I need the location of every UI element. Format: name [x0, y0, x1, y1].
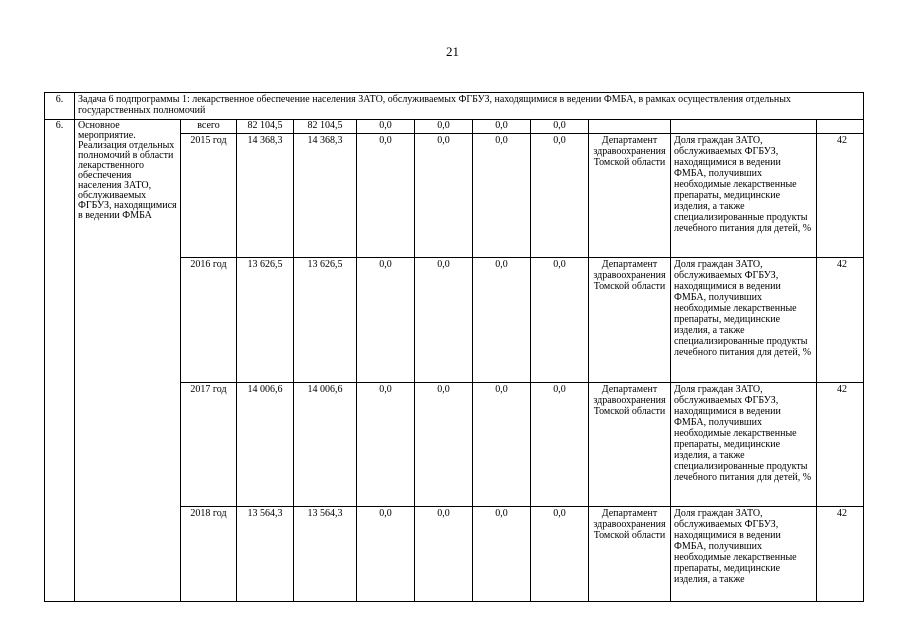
executor: Департамент здравоохранения Томской области [589, 383, 671, 507]
year-value: 0,0 [357, 258, 415, 383]
year-value: 14 006,6 [237, 383, 294, 507]
page-number: 21 [446, 44, 459, 59]
year-value: 0,0 [531, 258, 589, 383]
executor: Департамент здравоохранения Томской области [589, 507, 671, 602]
target-value: 42 [817, 507, 864, 602]
year-value: 13 626,5 [294, 258, 357, 383]
year-value: 0,0 [415, 383, 473, 507]
measure-name: Основное мероприятие. Реализация отдельных полномочий в области лекарственного обеспечения населения ЗАТО, обслуживаемых ФГБУЗ, находящимися в ведении ФМБА [75, 120, 181, 602]
indicator: Доля граждан ЗАТО, обслуживаемых ФГБУЗ, находящимися в ведении ФМБА, получивших необходимые лекарственные препараты, медицинские изделия, а также специализированные продукты лечебного питания для детей, % [671, 258, 817, 383]
year-label: 2015 год [181, 134, 237, 258]
year-value: 13 564,3 [237, 507, 294, 602]
year-value: 14 368,3 [237, 134, 294, 258]
task-description: Задача 6 подпрограммы 1: лекарственное обеспечение населения ЗАТО, обслуживаемых ФГБУЗ, находящимися в ведении ФМБА, в рамках осуществления отдельных государственных полномочий [75, 93, 864, 120]
measure-index: 6. [45, 120, 75, 602]
target-value: 42 [817, 134, 864, 258]
program-table [44, 92, 864, 602]
total-indicator [671, 120, 817, 134]
year-label: 2017 год [181, 383, 237, 507]
year-label: 2018 год [181, 507, 237, 602]
year-value: 0,0 [415, 507, 473, 602]
indicator: Доля граждан ЗАТО, обслуживаемых ФГБУЗ, находящимися в ведении ФМБА, получивших необходимые лекарственные препараты, медицинские изделия, а также специализированные продукты лечебного питания для детей, % [671, 134, 817, 258]
year-value: 0,0 [473, 383, 531, 507]
year-label: 2016 год [181, 258, 237, 383]
year-value: 0,0 [357, 134, 415, 258]
year-value: 0,0 [473, 134, 531, 258]
total-label: всего [181, 120, 237, 134]
year-value: 0,0 [415, 134, 473, 258]
task-index: 6. [45, 93, 75, 120]
year-value: 0,0 [531, 507, 589, 602]
year-value: 14 368,3 [294, 134, 357, 258]
year-value: 0,0 [473, 258, 531, 383]
year-value: 13 626,5 [237, 258, 294, 383]
total-value: 0,0 [531, 120, 589, 134]
year-value: 0,0 [531, 383, 589, 507]
year-value: 0,0 [357, 383, 415, 507]
total-value: 0,0 [415, 120, 473, 134]
indicator: Доля граждан ЗАТО, обслуживаемых ФГБУЗ, находящимися в ведении ФМБА, получивших необходимые лекарственные препараты, медицинские изделия, а также [671, 507, 817, 602]
executor: Департамент здравоохранения Томской области [589, 258, 671, 383]
total-executor [589, 120, 671, 134]
total-value: 0,0 [473, 120, 531, 134]
year-value: 13 564,3 [294, 507, 357, 602]
year-value: 14 006,6 [294, 383, 357, 507]
total-value: 82 104,5 [237, 120, 294, 134]
total-value: 82 104,5 [294, 120, 357, 134]
year-value: 0,0 [531, 134, 589, 258]
total-target [817, 120, 864, 134]
task-row [45, 93, 864, 120]
year-value: 0,0 [415, 258, 473, 383]
executor: Департамент здравоохранения Томской области [589, 134, 671, 258]
target-value: 42 [817, 383, 864, 507]
total-row [45, 120, 864, 134]
year-value: 0,0 [357, 507, 415, 602]
year-value: 0,0 [473, 507, 531, 602]
indicator: Доля граждан ЗАТО, обслуживаемых ФГБУЗ, находящимися в ведении ФМБА, получивших необходимые лекарственные препараты, медицинские изделия, а также специализированные продукты лечебного питания для детей, % [671, 383, 817, 507]
total-value: 0,0 [357, 120, 415, 134]
target-value: 42 [817, 258, 864, 383]
